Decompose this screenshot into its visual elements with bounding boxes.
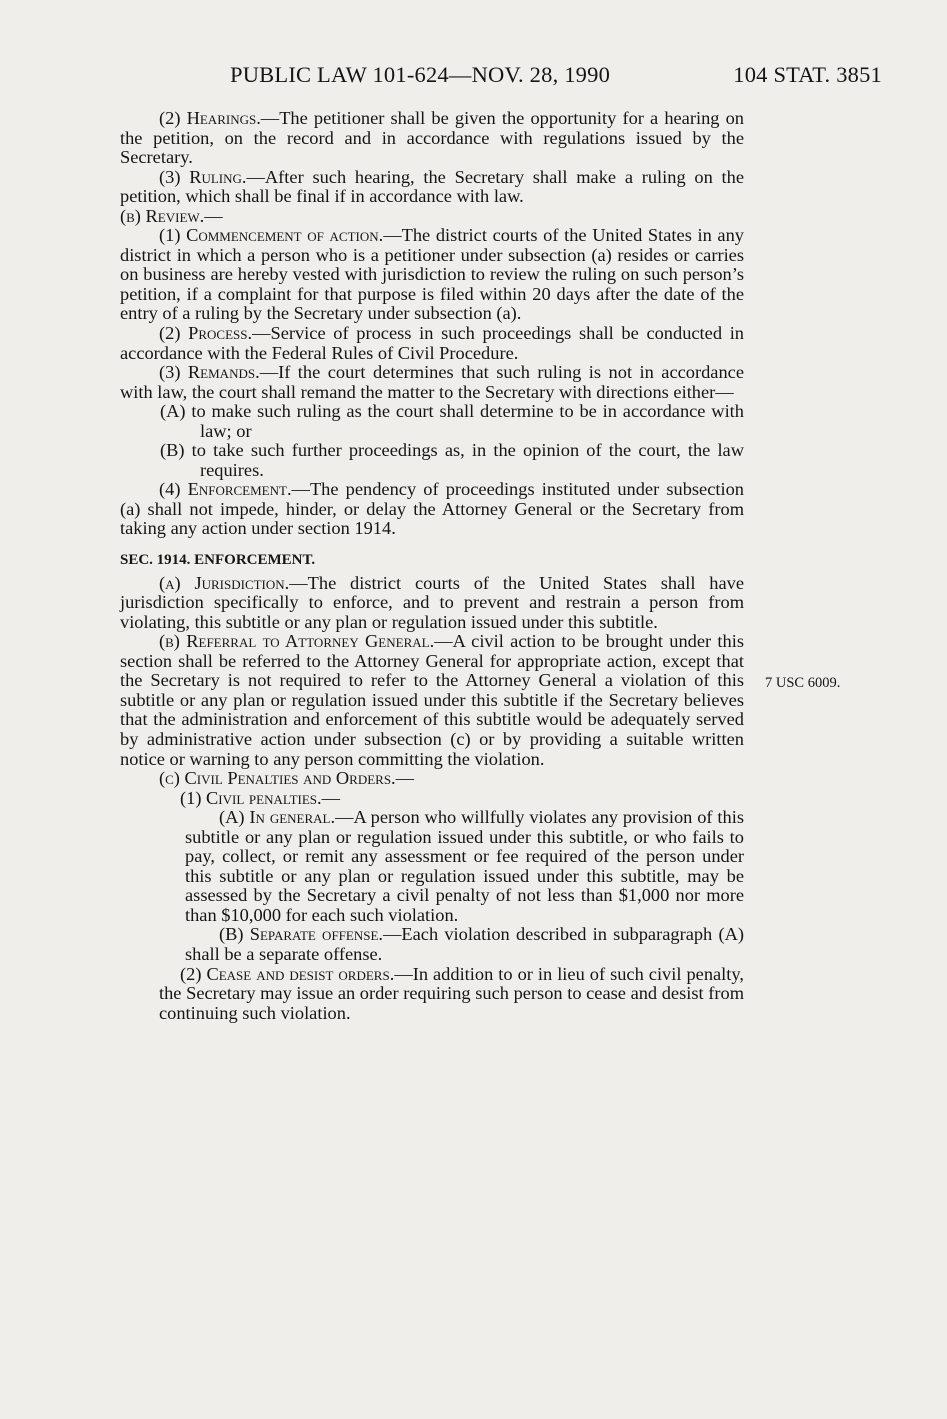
paragraph-text: —A person who willfully violates any provision of this subtitle or any plan or regulation issued under this subtitle, or who fails to pay, collect, or remit any assessment or fee required of the person under this subtitle or any plan or regulation issued under this subtitle, may be assessed by the Secretary a civil penalty of not less than $1,000 nor more than $10,000 for each such violation. <box>185 807 744 925</box>
paragraph-ruling <box>120 168 744 207</box>
clause-remand-a: (A) to make such ruling as the court shall determine to be in accordance with law; or <box>160 401 744 441</box>
margin-citation: 7 USC 6009. <box>765 675 841 691</box>
paragraph-heading: (2) Hearings. <box>159 108 261 128</box>
paragraph-referral <box>120 632 744 769</box>
paragraph-civil-penalties-heading: (1) Civil penalties.— <box>180 787 341 808</box>
paragraph-enforcement <box>120 480 744 539</box>
subsection-civil-orders-heading: (c) Civil Penalties and Orders.— <box>159 768 415 789</box>
header-stat-citation: 104 STAT. 3851 <box>733 62 882 87</box>
paragraph-text: —The pendency of proceedings instituted under subsection (a) shall not impede, hinder, or delay the Attorney General or the Secretary from taking any action under section 1914. <box>120 479 744 539</box>
clause-remand-b: (B) to take such further proceedings as, in the opinion of the court, the law requires. <box>160 440 744 480</box>
paragraph-heading: (1) Commencement of action. <box>159 225 384 246</box>
paragraph-jurisdiction <box>120 574 744 633</box>
section-heading: SEC. 1914. ENFORCEMENT. <box>120 552 316 569</box>
paragraph-text: —The district courts of the United States shall have jurisdiction specifically to enforce, and to prevent and restrain a person from violating, this subtitle or any plan or regulation issued under this subtitle. <box>120 572 744 632</box>
subparagraph-separate-offense <box>120 925 744 964</box>
paragraph-text: —A civil action to be brought under this section shall be referred to the Attorney General for appropriate action, except that the Secretary is not required to refer to the Attorney General a violation of this subtitle or any plan or regulation issued under this subtitle if the Secretary believes that the administration and enforcement of this subtitle would be adequately served by administrative action under subsection (c) or by providing a suitable written notice or warning to any person committing the violation. <box>120 631 745 769</box>
paragraph-cease-desist <box>120 965 744 1024</box>
paragraph-text: —The district courts of the United States in any district in which a person who is a petitioner under subsection (a) resides or carries on business are hereby vested with jurisdiction to review the ruling on such person’s petition, if a complaint for that purpose is filed within 20 days after the date of the entry of a ruling by the Secretary under subsection (a). <box>120 225 744 324</box>
paragraph-heading: (3) Ruling. <box>159 166 247 187</box>
running-header <box>0 62 947 96</box>
paragraph-heading: (2) Process. <box>159 323 253 344</box>
paragraph-heading: (B) Separate offense. <box>219 924 383 945</box>
paragraph-text: —After such hearing, the Secretary shall make a ruling on the petition, which shall be final if in accordance with law. <box>120 166 745 207</box>
paragraph-remands <box>120 363 744 402</box>
paragraph-commencement <box>120 226 744 324</box>
paragraph-heading: (b) Referral to Attorney General. <box>159 631 435 652</box>
subsection-review-heading: (b) Review.— <box>120 205 223 226</box>
paragraph-heading: (4) Enforcement. <box>159 479 292 500</box>
header-title: PUBLIC LAW 101-624—NOV. 28, 1990 <box>230 62 611 87</box>
paragraph-text: —In addition to or in lieu of such civil penalty, the Secretary may issue an order requiring such person to cease and desist from continuing such violation. <box>159 963 744 1023</box>
paragraph-text: —Each violation described in subparagraph (A) shall be a separate offense. <box>185 924 744 964</box>
document-body <box>120 109 744 1023</box>
paragraph-text: —If the court determines that such ruling is not in accordance with law, the court shall remand the matter to the Secretary with directions either— <box>120 362 744 402</box>
paragraph-text: —The petitioner shall be given the opportunity for a hearing on the petition, on the record and in accordance with regulations issued by the Secretary. <box>120 108 744 168</box>
paragraph-text: —Service of process in such proceedings shall be conducted in accordance with the Federal Rules of Civil Procedure. <box>120 323 744 363</box>
paragraph-heading: (3) Remands. <box>159 362 260 383</box>
paragraph-hearings <box>120 109 744 168</box>
paragraph-heading: (2) Cease and desist orders. <box>180 963 395 984</box>
subparagraph-in-general <box>120 808 744 925</box>
paragraph-heading: (a) Jurisdiction. <box>159 572 290 593</box>
paragraph-process <box>120 324 744 363</box>
paragraph-heading: (A) In general. <box>219 807 336 828</box>
